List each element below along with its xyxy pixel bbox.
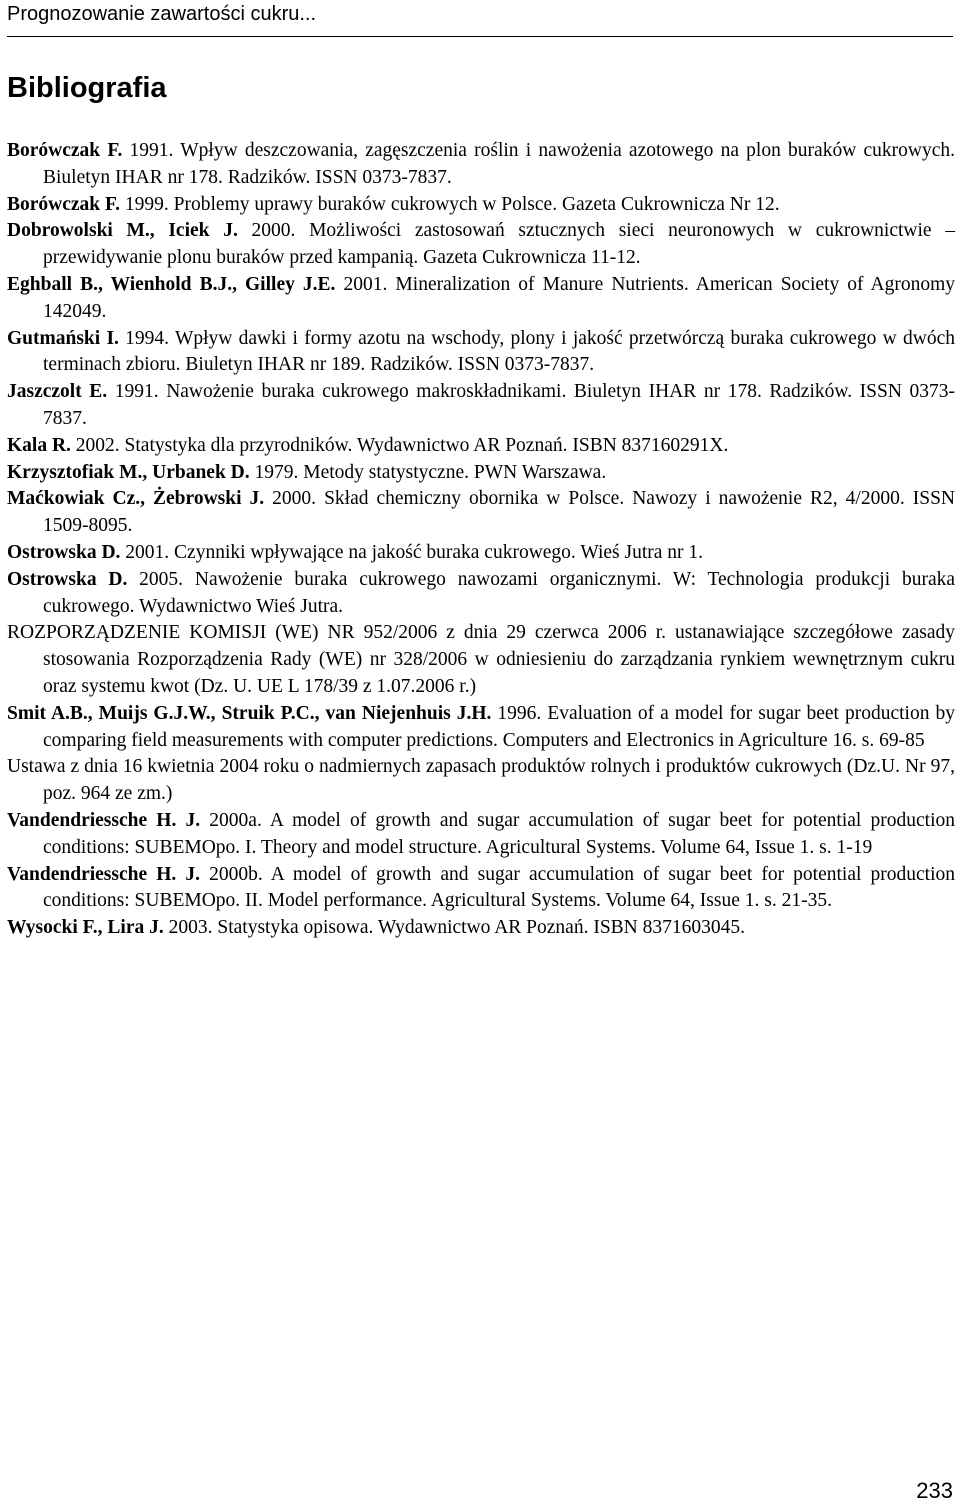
entry-details: 2003. Statystyka opisowa. Wydawnictwo AR Poznań. ISBN 8371603045. — [163, 917, 746, 939]
bibliography-entry — [7, 862, 955, 916]
entry-authors: Borówczak F. — [7, 193, 121, 215]
entry-details: 1979. Metody statystyczne. PWN Warszawa. — [249, 461, 607, 483]
entry-details: 2000. Możliwości zastosowań sztucznych sieci neuronowych w cukrownictwie – przewidywanie plonu buraków przed kampanią. Gazeta Cukrownicza 11-12. — [43, 220, 956, 269]
entry-authors: Krzysztofiak M., Urbanek D. — [7, 461, 250, 483]
entry-details: 2000b. A model of growth and sugar accumulation of sugar beet for potential production conditions: SUBEMOpo. II. Model performance. Agricultural Systems. Volume 64, Issue 1. s. 21-35. — [43, 863, 955, 912]
bibliography-entry — [7, 620, 955, 700]
bibliography-list — [7, 138, 955, 942]
entry-authors: Eghball B., Wienhold B.J., Gilley J.E. — [7, 273, 336, 295]
section-title: Bibliografia — [7, 72, 167, 104]
entry-authors: Ostrowska D. — [7, 568, 128, 590]
bibliography-entry — [7, 754, 955, 808]
entry-details: 1991. Wpływ deszczowania, zagęszczenia roślin i nawożenia azotowego na plon buraków cukrowych. Biuletyn IHAR nr 178. Radzików. ISSN 0373-7837. — [43, 140, 955, 188]
entry-details: 2001. Czynniki wpływające na jakość buraka cukrowego. Wieś Jutra nr 1. — [120, 541, 704, 563]
bibliography-entry — [7, 138, 955, 192]
bibliography-entry — [7, 460, 955, 487]
bibliography-entry — [7, 433, 955, 460]
bibliography-entry — [7, 218, 955, 272]
bibliography-entry — [7, 915, 955, 942]
entry-authors: Vandendriessche H. J. — [7, 863, 200, 885]
bibliography-entry — [7, 808, 955, 862]
bibliography-entry — [7, 701, 955, 755]
header-rule — [7, 36, 953, 37]
entry-details: 1994. Wpływ dawki i formy azotu na wschody, plony i jakość przetwórczą buraka cukrowego w dwóch terminach zbioru. Biuletyn IHAR nr 189. Radzików. ISSN 0373-7837. — [43, 327, 955, 376]
entry-details: 2000. Skład chemiczny obornika w Polsce. Nawozy i nawożenie R2, 4/2000. ISSN 1509-8095. — [43, 488, 955, 537]
entry-authors: Maćkowiak Cz., Żebrowski J. — [7, 488, 265, 510]
bibliography-entry — [7, 486, 955, 540]
bibliography-entry — [7, 326, 955, 380]
entry-details: ROZPORZĄDZENIE KOMISJI (WE) NR 952/2006 z dnia 29 czerwca 2006 r. ustanawiające szczegółowe zasady stosowania Rozporządzenia Rady (WE) nr 328/2006 w odniesieniu do zarządzania rynkiem wewnętrznym cukru oraz systemu kwot (Dz. U. UE L 178/39 z 1.07.2006 r.) — [7, 622, 955, 697]
entry-details: 1996. Evaluation of a model for sugar beet production by comparing field measurements with computer predictions. Computers and Electronics in Agriculture 16. s. 69-85 — [43, 702, 955, 751]
bibliography-entry — [7, 272, 955, 326]
entry-authors: Gutmański I. — [7, 327, 119, 349]
bibliography-entry — [7, 379, 955, 433]
entry-authors: Dobrowolski M., Iciek J. — [7, 220, 238, 242]
entry-authors: Smit A.B., Muijs G.J.W., Struik P.C., van Niejenhuis J.H. — [7, 702, 492, 724]
bibliography-entry — [7, 192, 955, 219]
entry-details: 2001. Mineralization of Manure Nutrients. American Society of Agronomy 142049. — [43, 273, 955, 322]
entry-authors: Borówczak F. — [7, 140, 123, 161]
entry-authors: Ostrowska D. — [7, 541, 121, 563]
bibliography-entry — [7, 567, 955, 621]
entry-authors: Jaszczolt E. — [7, 381, 108, 403]
entry-details: Ustawa z dnia 16 kwietnia 2004 roku o nadmiernych zapasach produktów rolnych i produktów cukrowych (Dz.U. Nr 97, poz. 964 ze zm.) — [7, 756, 955, 805]
entry-authors: Wysocki F., Lira J. — [7, 917, 164, 939]
entry-details: 1991. Nawożenie buraka cukrowego makroskładnikami. Biuletyn IHAR nr 178. Radzików. ISSN 0373-7837. — [43, 381, 955, 429]
bibliography-entry — [7, 540, 955, 567]
entry-details: 2000a. A model of growth and sugar accumulation of sugar beet for potential production conditions: SUBEMOpo. I. Theory and model structure. Agricultural Systems. Volume 64, Issue 1. s. 1-19 — [43, 809, 955, 858]
running-title: Prognozowanie zawartości cukru... — [7, 3, 317, 25]
entry-details: 2002. Statystyka dla przyrodników. Wydawnictwo AR Poznań. ISBN 837160291X. — [70, 434, 729, 456]
page-number: 233 — [916, 1478, 953, 1503]
entry-authors: Kala R. — [7, 434, 71, 456]
entry-details: 1999. Problemy uprawy buraków cukrowych w Polsce. Gazeta Cukrownicza Nr 12. — [120, 193, 780, 215]
entry-details: 2005. Nawożenie buraka cukrowego nawozami organicznymi. W: Technologia produkcji buraka cukrowego. Wydawnictwo Wieś Jutra. — [43, 568, 956, 617]
entry-authors: Vandendriessche H. J. — [7, 809, 201, 831]
